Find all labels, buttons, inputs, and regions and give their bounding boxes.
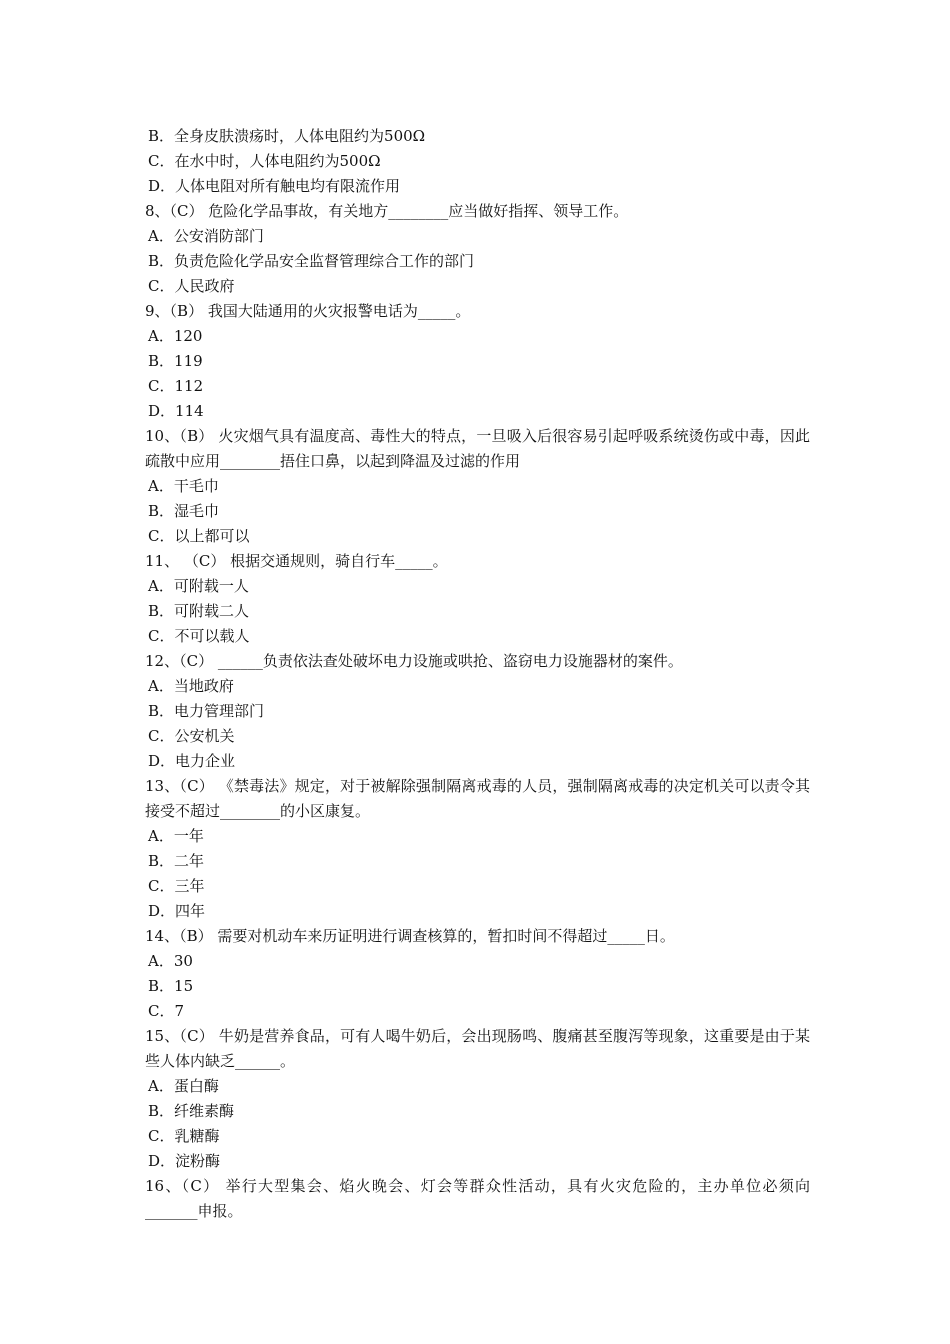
question-stem: 10、（B） 火灾烟气具有温度高、毒性大的特点，一旦吸入后很容易引起呼吸系统烫伤或中毒，因此疏散中应用________捂住口鼻，以起到降温及过滤的作用 [145,427,810,470]
answer-option: A．公安消防部门 [148,227,264,245]
answer-option: C．以上都可以 [148,527,250,545]
answer-option: A．30 [148,952,193,970]
answer-option: C．112 [148,377,204,395]
answer-option: C．在水中时，人体电阻约为500Ω [148,152,381,170]
question-stem: 12、（C） ______负责依法查处破坏电力设施或哄抢、盗窃电力设施器材的案件。 [145,652,683,670]
document-page [145,124,810,1224]
question-stem: 9、（B） 我国大陆通用的火灾报警电话为_____。 [145,302,471,320]
answer-option: C．7 [148,1002,185,1020]
answer-option: B．119 [148,352,203,370]
answer-option: D．人体电阻对所有触电均有限流作用 [148,177,401,195]
answer-option: A．当地政府 [148,677,234,695]
answer-option: C．不可以载人 [148,627,250,645]
answer-option: B．15 [148,977,194,995]
answer-option: D．114 [148,402,204,420]
answer-option: C．人民政府 [148,277,235,295]
answer-option: D．四年 [148,902,206,920]
question-stem: 14、（B） 需要对机动车来历证明进行调查核算的，暂扣时间不得超过_____日。 [145,927,675,945]
answer-option: A．120 [148,327,203,345]
question-stem: 15、（C） 牛奶是营养食品，可有人喝牛奶后，会出现肠鸣、腹痛甚至腹泻等现象，这重要是由于某些人体内缺乏______。 [145,1027,810,1070]
question-stem: 13、（C） 《禁毒法》规定，对于被解除强制隔离戒毒的人员，强制隔离戒毒的决定机关可以责令其接受不超过________的小区康复。 [145,777,810,820]
answer-option: B．全身皮肤溃疡时，人体电阻约为500Ω [148,127,426,145]
question-stem: 11、 （C） 根据交通规则，骑自行车_____。 [145,552,448,570]
answer-option: D．淀粉酶 [148,1152,221,1170]
answer-option: B．可附载二人 [148,602,250,620]
question-stem: 8、（C） 危险化学品事故，有关地方________应当做好指挥、领导工作。 [145,202,629,220]
answer-option: B．负责危险化学品安全监督管理综合工作的部门 [148,252,475,270]
answer-option: B．二年 [148,852,205,870]
answer-option: C．公安机关 [148,727,235,745]
answer-option: A．一年 [148,827,204,845]
answer-option: B．湿毛巾 [148,502,220,520]
answer-option: D．电力企业 [148,752,236,770]
answer-option: A．蛋白酶 [148,1077,219,1095]
answer-option: B．纤维素酶 [148,1102,235,1120]
question-stem: 16、（C） 举行大型集会、焰火晚会、灯会等群众性活动，具有火灾危险的，主办单位必须向_______申报。 [145,1177,810,1220]
answer-option: B．电力管理部门 [148,702,265,720]
answer-option: C．三年 [148,877,205,895]
answer-option: A．可附载一人 [148,577,249,595]
answer-option: A．干毛巾 [148,477,219,495]
answer-option: C．乳糖酶 [148,1127,220,1145]
